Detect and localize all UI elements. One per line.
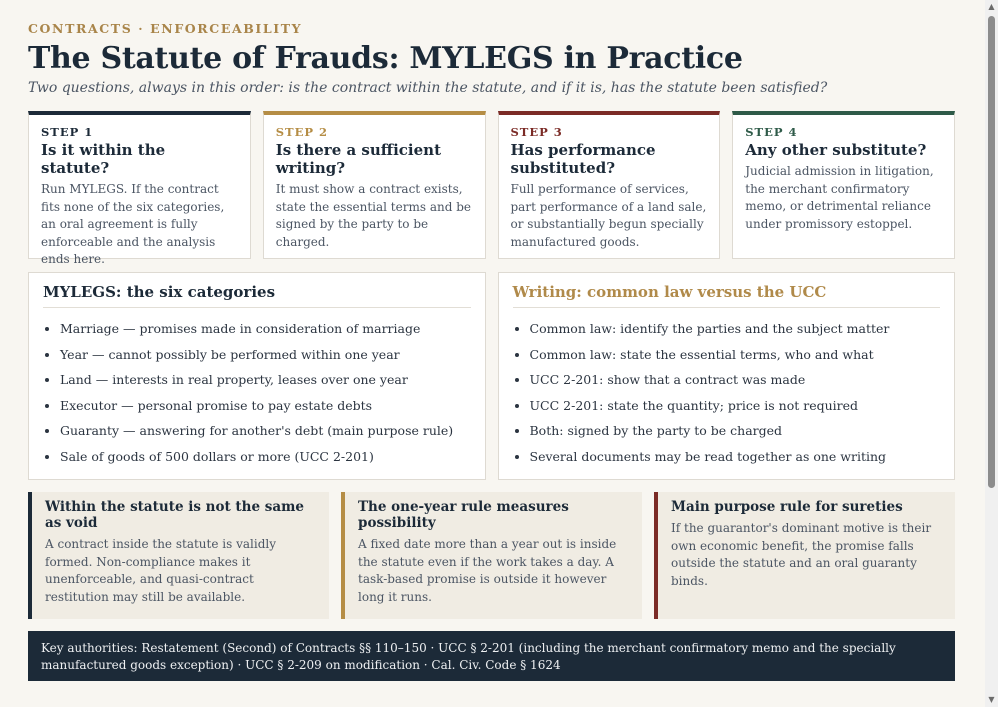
list-item: • Common law: state the essential terms, who and what xyxy=(530,342,941,368)
writing-title: Writing: common law versus the UCC xyxy=(513,283,941,308)
page-subtitle: Two questions, always in this order: is the contract within the statute, and if it is, has the statute been satisfied? xyxy=(28,80,828,96)
list-item: • Sale of goods of 500 dollars or more (UCC 2-201) xyxy=(60,444,471,470)
document-page xyxy=(28,0,955,681)
note-title: Main purpose rule for sureties xyxy=(671,499,903,515)
list-item: • Both: signed by the party to be charged xyxy=(530,418,941,444)
writing-list xyxy=(513,316,941,469)
mylegs-title: MYLEGS: the six categories xyxy=(43,283,471,308)
eyebrow: CONTRACTS · ENFORCEABILITY xyxy=(28,21,303,36)
scrollbar-thumb[interactable] xyxy=(988,16,995,488)
step-title: Is it within the statute? xyxy=(41,141,166,177)
note-body: If the guarantor's dominant motive is their own economic benefit, the promise falls outside the statute and an oral guaranty binds. xyxy=(671,521,932,588)
step-card-3 xyxy=(498,111,721,259)
note-card-void xyxy=(28,492,329,619)
step-number: STEP 3 xyxy=(510,125,563,139)
step-title: Has performance substituted? xyxy=(510,141,656,177)
mylegs-panel xyxy=(28,272,486,480)
list-item: • Executor — personal promise to pay estate debts xyxy=(60,393,471,419)
steps-row xyxy=(28,111,955,266)
list-item: • UCC 2-201: state the quantity; price is not required xyxy=(530,393,941,419)
list-item: • Marriage — promises made in consideration of marriage xyxy=(60,316,471,342)
step-card-1 xyxy=(28,111,251,266)
step-body: Judicial admission in litigation, the merchant confirmatory memo, or detrimental reliance under promissory estoppel. xyxy=(745,164,934,231)
list-item: • Several documents may be read together as one writing xyxy=(530,444,941,470)
step-number: STEP 1 xyxy=(41,125,94,139)
step-body: Full performance of services, part performance of a land sale, or substantially begun specially manufactured goods. xyxy=(510,182,707,249)
step-card-2 xyxy=(263,111,486,259)
step-number: STEP 2 xyxy=(275,125,329,139)
mylegs-list xyxy=(43,316,471,469)
categories-row xyxy=(28,272,955,480)
note-title: The one-year rule measures possibility xyxy=(358,499,569,531)
step-number: STEP 4 xyxy=(745,125,798,139)
page-title: The Statute of Frauds: MYLEGS in Practice xyxy=(28,41,743,76)
key-authorities-footer: Key authorities: Restatement (Second) of Contracts §§ 110–150 · UCC § 2-201 (including the merchant confirmatory memo and the specially manufactured goods exception) · UCC § 2-209 on modification · Cal. Civ. Code § 1624 xyxy=(28,631,955,681)
list-item: • Year — cannot possibly be performed within one year xyxy=(60,342,471,368)
step-title: Any other substitute? xyxy=(745,141,927,159)
list-item: • Guaranty — answering for another's debt (main purpose rule) xyxy=(60,418,471,444)
list-item: • Land — interests in real property, leases over one year xyxy=(60,367,471,393)
notes-row xyxy=(28,492,955,619)
step-body: It must show a contract exists, state the essential terms and be signed by the party to be charged. xyxy=(275,182,471,249)
note-title: Within the statute is not the same as void xyxy=(45,499,304,531)
note-body: A fixed date more than a year out is inside the statute even if the work takes a day. A task-based promise is outside it however long it runs. xyxy=(358,537,617,604)
step-body: Run MYLEGS. If the contract fits none of the six categories, an oral agreement is fully enforceable and the analysis ends here. xyxy=(41,182,225,266)
scroll-up-icon[interactable]: ▲ xyxy=(988,2,995,11)
step-title: Is there a sufficient writing? xyxy=(275,141,441,177)
scroll-down-icon[interactable]: ▼ xyxy=(988,695,995,704)
note-card-one-year xyxy=(341,492,642,619)
note-card-main-purpose xyxy=(654,492,955,619)
writing-panel xyxy=(498,272,956,480)
list-item: • UCC 2-201: show that a contract was made xyxy=(530,367,941,393)
vertical-scrollbar[interactable] xyxy=(985,0,998,707)
note-body: A contract inside the statute is validly formed. Non-compliance makes it unenforceable, and quasi-contract restitution may still be available. xyxy=(45,537,276,604)
step-card-4 xyxy=(732,111,955,259)
list-item: • Common law: identify the parties and the subject matter xyxy=(530,316,941,342)
